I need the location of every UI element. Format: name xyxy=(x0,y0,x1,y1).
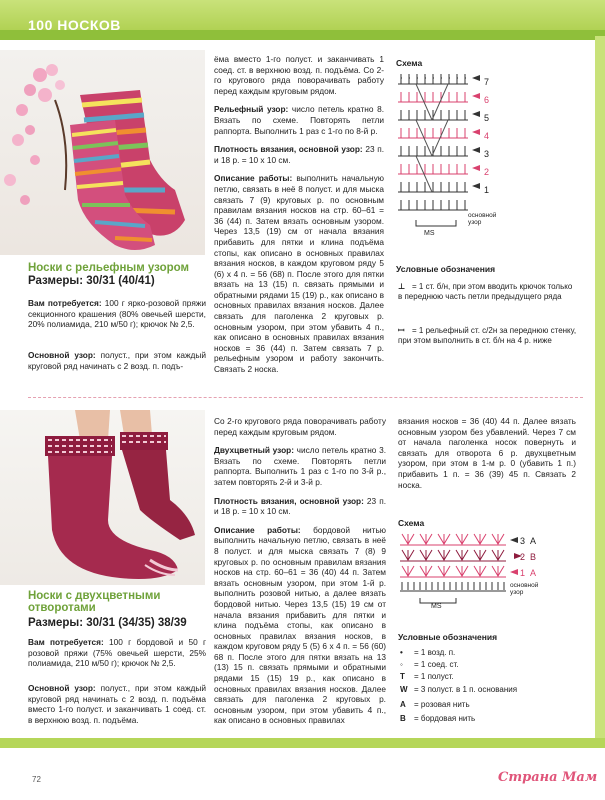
legend-text: = 1 полуст. xyxy=(414,672,454,681)
legend-symbol: • xyxy=(400,648,403,657)
legend-text: = 1 ст. б/н, при этом вводить крючок только в переднюю часть петли предыдущего ряда xyxy=(398,282,573,301)
sock2-desc-label: Описание работы: xyxy=(214,524,301,535)
schema1-row-6 xyxy=(398,92,468,102)
schema2-note: основной узор xyxy=(510,582,539,596)
schema1-row-2 xyxy=(398,164,468,174)
sock2-two-color xyxy=(214,445,386,487)
schema2-row-2 xyxy=(400,550,506,561)
schema2-base xyxy=(400,582,506,603)
sock2-density-label: Плотность вязания, основной узор: xyxy=(214,495,364,506)
schema1-legend-row xyxy=(398,282,578,302)
schema2-row-label xyxy=(520,565,536,581)
page-title: 100 НОСКОВ xyxy=(28,17,121,33)
schema1-row-7 xyxy=(398,74,468,84)
section-divider xyxy=(28,397,583,398)
sock1-density-text: 23 п. и 18 р. = 10 х 10 см. xyxy=(214,144,385,165)
sock2-two-text: число петель кратно 3. Вязать по схеме. Повторять петли раппорта. Выполнить 1 раз с 1-го по 3-й р., затем повторять 2-й и 3-й р. xyxy=(214,445,386,487)
sock1-relief-text: число петель кратно 8. Вязать по схеме. Повторять петли раппорта. Выполнить 1 раз с 1-го по 8-й р. xyxy=(214,104,384,136)
schema2-ms-label: MS xyxy=(431,603,442,610)
schema2-legend-row xyxy=(400,685,580,695)
legend-symbol: B xyxy=(400,714,406,723)
sock1-description xyxy=(214,173,384,374)
schema1-row-num: 4 xyxy=(484,131,490,141)
schema1-row-1 xyxy=(398,182,468,192)
schema1-title: Схема xyxy=(396,58,423,68)
side-bar xyxy=(595,36,605,746)
schema2-row-letter: A xyxy=(530,536,537,546)
legend-text: = 3 полуст. в 1 п. основания xyxy=(414,685,518,694)
sock1-materials xyxy=(28,298,206,330)
sock2-materials xyxy=(28,637,206,669)
schema1-row-num: 6 xyxy=(484,95,490,105)
sock1-desc-label: Описание работы: xyxy=(214,173,293,184)
schema1-row-num: 7 xyxy=(484,77,490,87)
schema2-row-num: 1 xyxy=(520,568,526,578)
schema1-row-numbers xyxy=(484,73,489,199)
schema2-row-letter: B xyxy=(530,552,537,562)
legend-text: = розовая нить xyxy=(414,700,470,709)
schema2-legend-row xyxy=(400,672,580,682)
leg-icon xyxy=(75,410,110,440)
sock2-materials-label: Вам потребуется: xyxy=(28,637,104,647)
schema2-row-labels xyxy=(520,533,536,581)
sock2-two-label: Двухцветный узор: xyxy=(214,445,294,456)
sock1-desc-text: выполнить начальную петлю, связать в неё 8 полуст. и для мыска связать 7 (9) круговых р. по основным правилам вязания носков на стр. 60–61 = 36 (44) п. Затем вязать основным узором. Через 13,5 (19) см от начала вязания прибавить для пятки и клина подъёма стопы, как описано в основных правилах вязания носков, в каждом круговом ряду 5 (6) х 4 п. = 56 (68) п. После этого для пятки вязать на 13 (15) п. связать прямыми и обратными рядами 15 (19) р., как описано в основных правилах вязания носков. Далее связать для паголенка 2 круговых р. основным узором, при этом убавить 4 п., как описано в основных правилах вязания носков = 36 (44) п. Затем связать 7 р. рельефным узором и работу закончить. Связать 2 носка. xyxy=(214,173,385,375)
sock2-photo xyxy=(0,410,205,585)
sock2-density xyxy=(214,496,386,517)
schema2-legend-row xyxy=(400,648,580,658)
sock1-relief xyxy=(214,104,384,136)
leg-icon xyxy=(120,410,152,435)
schema2-chart xyxy=(398,530,548,615)
sock2-basic xyxy=(28,683,206,725)
sock2-description xyxy=(214,525,386,726)
sock2-basic-text: полуст., при этом каждый круговой ряд начинать с 2 возд. п. подъёма вместо 1-го полуст. и заканчивать 1 соед. ст. в верхнюю возд. п. подъёма. xyxy=(28,683,206,725)
schema2-title: Схема xyxy=(398,518,425,528)
sock1-basic-text: полуст., при этом каждый круговой ряд начинать с 2 возд. п. подъ- xyxy=(28,350,206,371)
legend-symbol: ⊥ xyxy=(398,282,406,291)
schema2-row-label xyxy=(520,533,536,549)
schema1-chart xyxy=(396,70,506,250)
schema1-ms-label: MS xyxy=(424,230,435,237)
sock1-materials-label: Вам потребуется: xyxy=(28,298,102,308)
sock2-column-3: вязания носков = 36 (40) 44 п. Далее вязать основным узором без убавлений. Через 7 см от начала паголенка носок повернуть и связать для отворота 6 р. двухцветным узором, при этом в 1-м р. 0 (убавить 1 п.) прибавить 1 п. = 36 (39) 45 п. Связать 2 носка. xyxy=(398,416,576,490)
schema2-row-label xyxy=(520,549,536,565)
schema2-legend-row xyxy=(400,660,580,670)
schema1-arrows xyxy=(472,93,480,171)
schema1-row-num: 2 xyxy=(484,167,490,177)
sock1-column-2 xyxy=(214,54,384,383)
schema1-legend-row xyxy=(398,326,578,346)
sock1-photo xyxy=(0,50,205,255)
legend-symbol: T xyxy=(400,672,405,681)
schema2-legend-title: Условные обозначения xyxy=(398,632,498,642)
sock2-density-text: 23 п. и 18 р. = 10 х 10 см. xyxy=(214,495,386,517)
sock1-col2-p1: ёма вместо 1-го полуст. и заканчивать 1 соед. ст. в верхнюю возд. п. подъёма. Со 2-го кругового ряда поворачивать работу перед каждым круговым рядом. xyxy=(214,54,384,96)
sock2-desc-text: бордовой нитью выполнить начальную петлю, связать в неё 8 полуст. и для мыска связать 7 (8) 9 круговых р. по основным правилам вязания носков на стр. 60–61 = 36 (40) 44 п. Затем вязать основным узором, при этом 1-й р. выполнить розовой нитью, а далее вязать бордовой нитью. Через 13,5 (15) 19 см от начала вязания прибавить для пятки и клина подъёма стопы, как описано в основных правилах вязания носков, в каждом круговом ряду 5 (5) 6 х 4 п. = 56 (60) 68 п. После этого для пятки вязать на 13 (13) 15 п. связать прямыми и обратными рядами 15 (15) 19 р., как описано в основных правилах вязания носков. Далее связать для паголенка 2 круговых р. основным узором, при этом убавить 4 п., как описано в основных правилах xyxy=(214,524,387,726)
schema2-legend-row xyxy=(400,714,580,724)
schema1-legend-title: Условные обозначения xyxy=(396,264,496,274)
sock2-materials-text: 100 г бордовой и 50 г розовой пряжи (75% овечьей шерсти, 25% полиамида, 210 м/50 г); крючок № 2,5. xyxy=(28,637,206,669)
sock1-density-label: Плотность вязания, основной узор: xyxy=(214,144,363,155)
schema2-row-3 xyxy=(400,534,506,545)
schema1-note: основной узор xyxy=(468,212,497,226)
sock-body-icon xyxy=(122,450,195,540)
schema2-legend-row xyxy=(400,700,580,710)
schema2-row-1 xyxy=(400,566,506,577)
sock1-illustration xyxy=(0,50,205,255)
legend-text: = бордовая нить xyxy=(414,714,476,723)
page-number: 72 xyxy=(32,775,41,784)
sock2-column-2 xyxy=(214,416,386,734)
sock2-illustration xyxy=(0,410,205,585)
sock1-basic-label: Основной узор: xyxy=(28,350,96,360)
sock1-title: Носки с рельефным узором xyxy=(28,262,190,274)
legend-text: = 1 рельефный ст. с/2н за переднюю стенку, при этом выполнить в ст. б/н на 4 р. ниже xyxy=(398,326,577,345)
legend-text: = 1 соед. ст. xyxy=(414,660,459,669)
legend-symbol: ◦ xyxy=(400,660,403,669)
footer-bar xyxy=(0,738,605,748)
sock2-sizes: Размеры: 30/31 (34/35) 38/39 xyxy=(28,617,187,629)
sock1-materials-text: 100 г ярко-розовой пряжи секционного крашения (80% овечьей шерсти, 20% полиамида, 210 м/50 г); крючок № 2,5. xyxy=(28,298,206,330)
legend-symbol: W xyxy=(400,685,408,694)
schema2-row-num: 2 xyxy=(520,552,526,562)
schema1-row-4 xyxy=(398,128,468,138)
schema1-row-num: 5 xyxy=(484,113,490,123)
sock1-density xyxy=(214,144,384,165)
sock1-sizes: Размеры: 30/31 (40/41) xyxy=(28,275,155,287)
legend-symbol: ꟷ xyxy=(398,326,405,335)
legend-symbol: A xyxy=(400,700,406,709)
watermark: Страна Мам xyxy=(498,770,598,785)
sock2-basic-label: Основной узор: xyxy=(28,683,96,693)
sock1-relief-label: Рельефный узор: xyxy=(214,104,289,115)
schema2-row-letter: A xyxy=(530,568,537,578)
schema1-row-num: 1 xyxy=(484,185,490,195)
sock2-title: Носки с двухцветными отворотами xyxy=(28,590,161,614)
schema2-row-num: 3 xyxy=(520,536,526,546)
legend-text: = 1 возд. п. xyxy=(414,648,456,657)
sock2-col2-p1: Со 2-го кругового ряда поворачивать работу перед каждым круговым рядом. xyxy=(214,416,386,437)
flowers-icon xyxy=(4,64,66,205)
schema1-base xyxy=(398,200,468,210)
sock1-basic xyxy=(28,350,206,371)
schema1-row-num: 3 xyxy=(484,149,490,159)
